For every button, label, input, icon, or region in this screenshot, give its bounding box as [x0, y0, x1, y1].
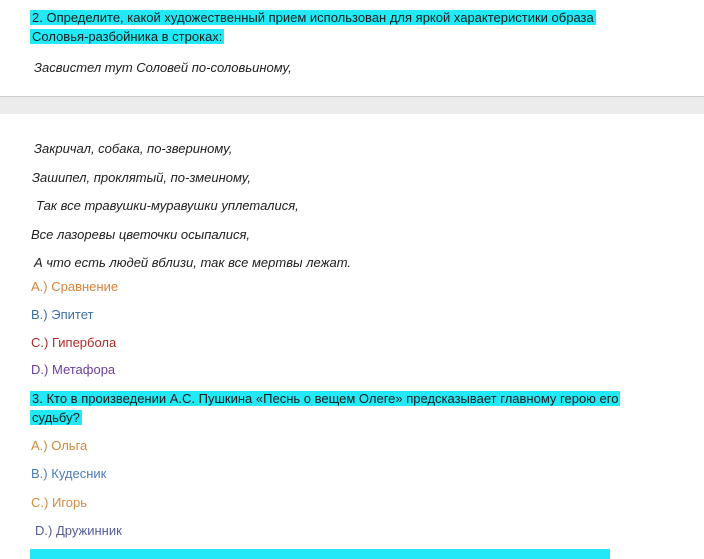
option-letter: C.): [31, 335, 49, 350]
question-2: [30, 8, 596, 46]
page-top: [0, 0, 704, 96]
option-letter: B.): [31, 466, 48, 481]
option-letter: B.): [31, 307, 48, 322]
next-question-highlight-strip: [30, 549, 610, 559]
option-3a[interactable]: [31, 438, 87, 453]
option-text: Ольга: [51, 438, 88, 453]
option-text: Кудесник: [51, 466, 107, 481]
option-3b[interactable]: [31, 466, 106, 481]
option-text: Метафора: [51, 362, 116, 377]
first-verse-line: Засвистел тут Соловей по-соловьиному,: [34, 60, 292, 75]
poem-line: Так все травушки-муравушки уплеталися,: [36, 198, 299, 213]
option-text: Гипербола: [51, 335, 117, 350]
option-letter: A.): [31, 279, 48, 294]
question-3-line-1: 3. Кто в произведении А.С. Пушкина «Песнь о вещем Олеге» предсказывает главному герою его: [32, 391, 619, 406]
option-text: Эпитет: [51, 307, 94, 322]
poem-line: Закричал, собака, по-звериному,: [34, 141, 233, 156]
question-2-line-2: Соловья-разбойника в строках:: [32, 29, 223, 44]
option-3c[interactable]: [31, 495, 87, 510]
option-2d[interactable]: [31, 362, 115, 377]
option-letter: A.): [31, 438, 48, 453]
option-text: Сравнение: [51, 279, 119, 294]
question-3-line-2: судьбу?: [32, 410, 80, 425]
option-2a[interactable]: [31, 279, 118, 294]
option-letter: D.): [31, 362, 49, 377]
option-text: Игорь: [51, 495, 88, 510]
option-2c[interactable]: [31, 335, 116, 350]
question-3: [30, 389, 620, 427]
option-text: Дружинник: [55, 523, 122, 538]
option-letter: D.): [35, 523, 53, 538]
option-3d[interactable]: [35, 523, 122, 538]
option-letter: C.): [31, 495, 49, 510]
question-2-line-1: 2. Определите, какой художественный прием использован для яркой характеристики образа: [32, 10, 594, 25]
page-break: [0, 96, 704, 115]
option-2b[interactable]: [31, 307, 93, 322]
poem-line: Зашипел, проклятый, по-змеиному,: [32, 170, 251, 185]
poem-line: А что есть людей вблизи, так все мертвы лежат.: [34, 255, 352, 270]
poem-line: Все лазоревы цветочки осыпалися,: [31, 227, 251, 242]
